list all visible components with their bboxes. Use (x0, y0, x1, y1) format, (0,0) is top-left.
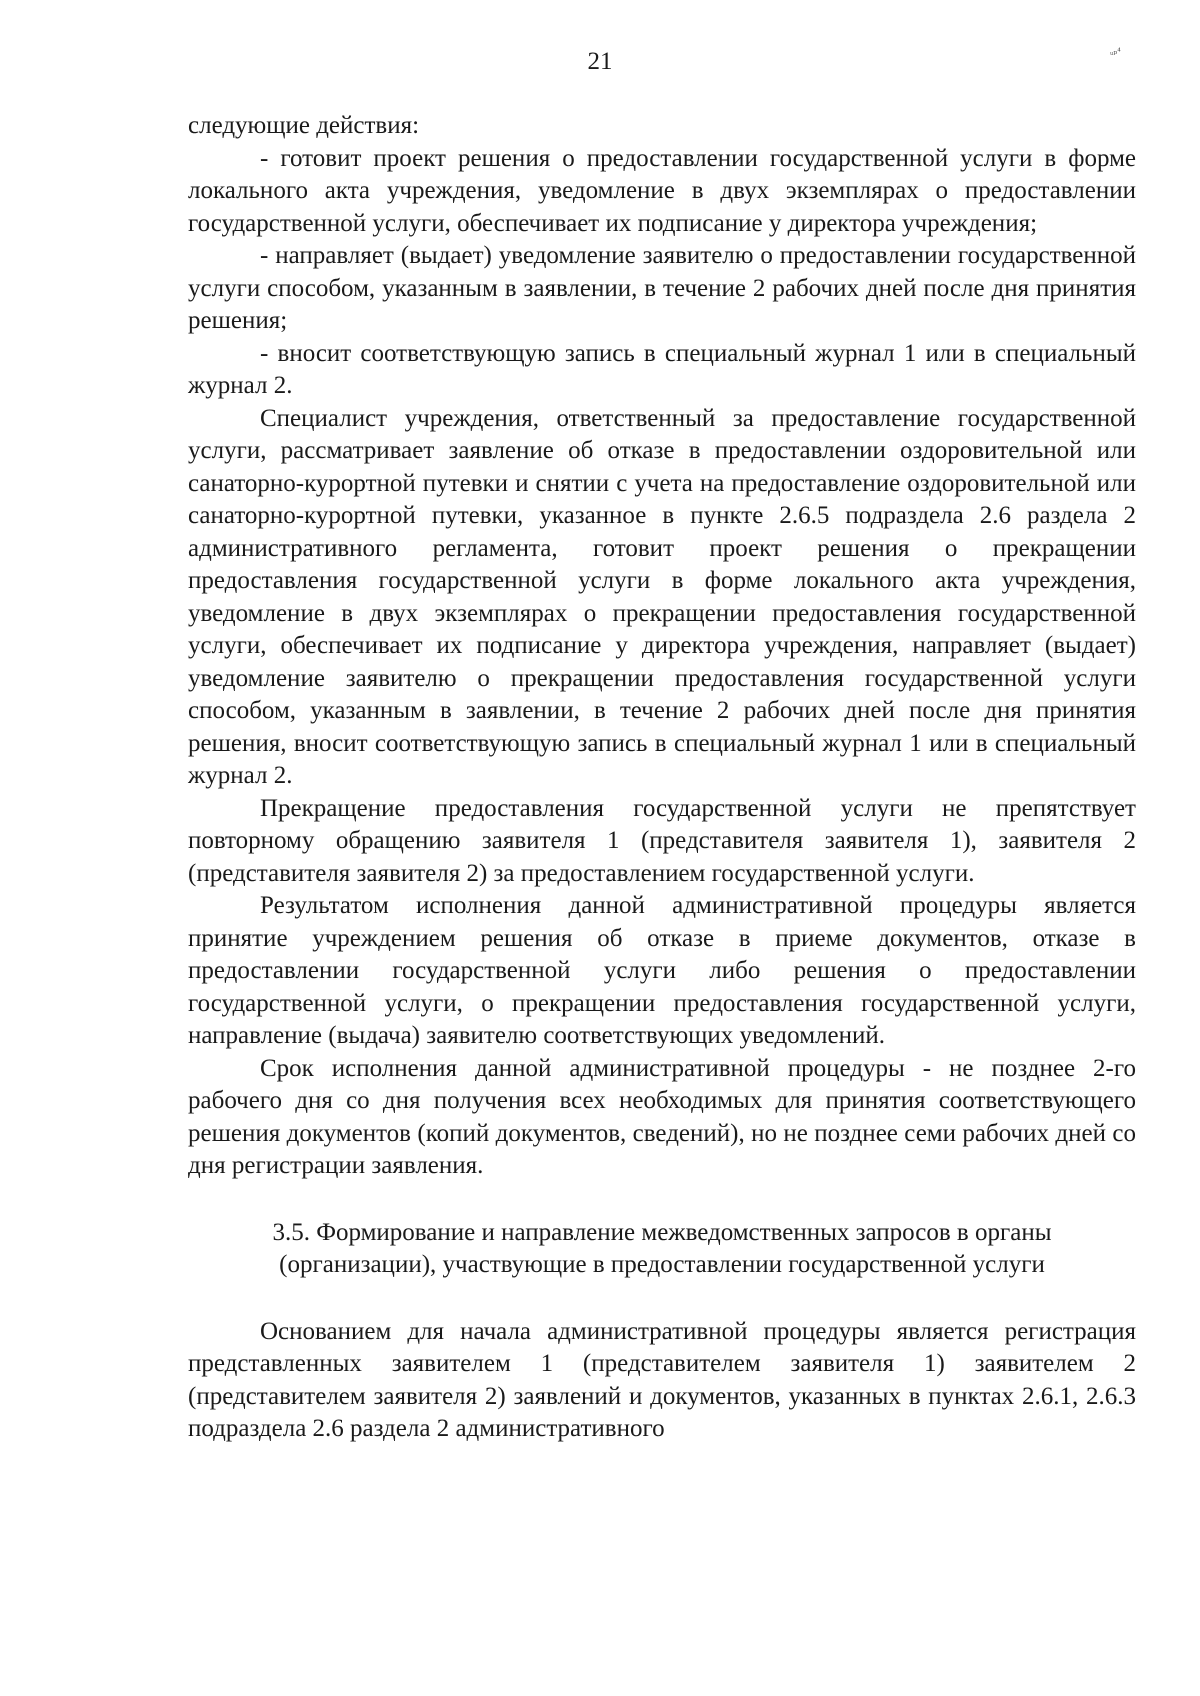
paragraph-termination: Прекращение предоставления государственной услуги не препятствует повторному обращению заявителя 1 (представителя заявителя 1), заявителя 2 (представителя заявителя 2) за предоставлением государственной услуги. (188, 794, 1136, 887)
paragraph-result: Результатом исполнения данной административной процедуры является принятие учреждением решения об отказе в приеме документов, отказе в предоставлении государственной услуги либо решения о предоставлении государственной услуги, о прекращении предоставления государственной услуги, направление (выдача) заявителю соответствующих уведомлений. (188, 892, 1136, 1049)
list-item-send-notice: - направляет (выдает) уведомление заявителю о предоставлении государственной услуги способом, указанным в заявлении, в течение 2 рабочих дней после дня принятия решения; (188, 242, 1136, 334)
list-item-prepare-decision: - готовит проект решения о предоставлении государственной услуги в форме локального акта учреждения, уведомление в двух экземплярах о предоставлении государственной услуги, обеспечивает их подписание у директора учреждения; (188, 144, 1136, 237)
list-item-journal-entry: - вносит соответствующую запись в специальный журнал 1 или в специальный журнал 2. (188, 339, 1136, 399)
scan-corner-mark: ᵤₚ⁴ (1110, 46, 1121, 57)
page-number: 21 (587, 48, 613, 75)
section-heading: 3.5. Формирование и направление межведомственных запросов в органы (организации), участвующие в предоставлении государственной услуги (272, 1218, 1052, 1278)
document-body (188, 110, 1136, 1446)
paragraph-intro: следующие действия: (188, 112, 420, 139)
paragraph-basis: Основанием для начала административной процедуры является регистрация представленных заявителем 1 (представителем заявителя 1) заявителем 2 (представителем заявителя 2) заявлений и документов, указанных в пунктах 2.6.1, 2.6.3 подраздела 2.6 раздела 2 административного (188, 1317, 1136, 1442)
paragraph-specialist: Специалист учреждения, ответственный за предоставление государственной услуги, рассматривает заявление об отказе в предоставлении оздоровительной или санаторно-курортной путевки и снятии с учета на предоставление оздоровительной или санаторно-курортной путевки, указанное в пункте 2.6.5 подраздела 2.6 раздела 2 административного регламента, готовит проект решения о прекращении предоставления государственной услуги в форме локального акта учреждения, уведомление в двух экземплярах о прекращении предоставления государственной услуги, обеспечивает их подписание у директора учреждения, направляет (выдает) уведомление заявителю о прекращении предоставления государственной услуги способом, указанным в заявлении, в течение 2 рабочих дней после дня принятия решения, вносит соответствующую запись в специальный журнал 1 или в специальный журнал 2. (188, 404, 1136, 789)
paragraph-deadline: Срок исполнения данной административной процедуры - не позднее 2-го рабочего дня со дня получения всех необходимых для принятия соответствующего решения документов (копий документов, сведений), но не позднее семи рабочих дней со дня регистрации заявления. (188, 1054, 1136, 1179)
